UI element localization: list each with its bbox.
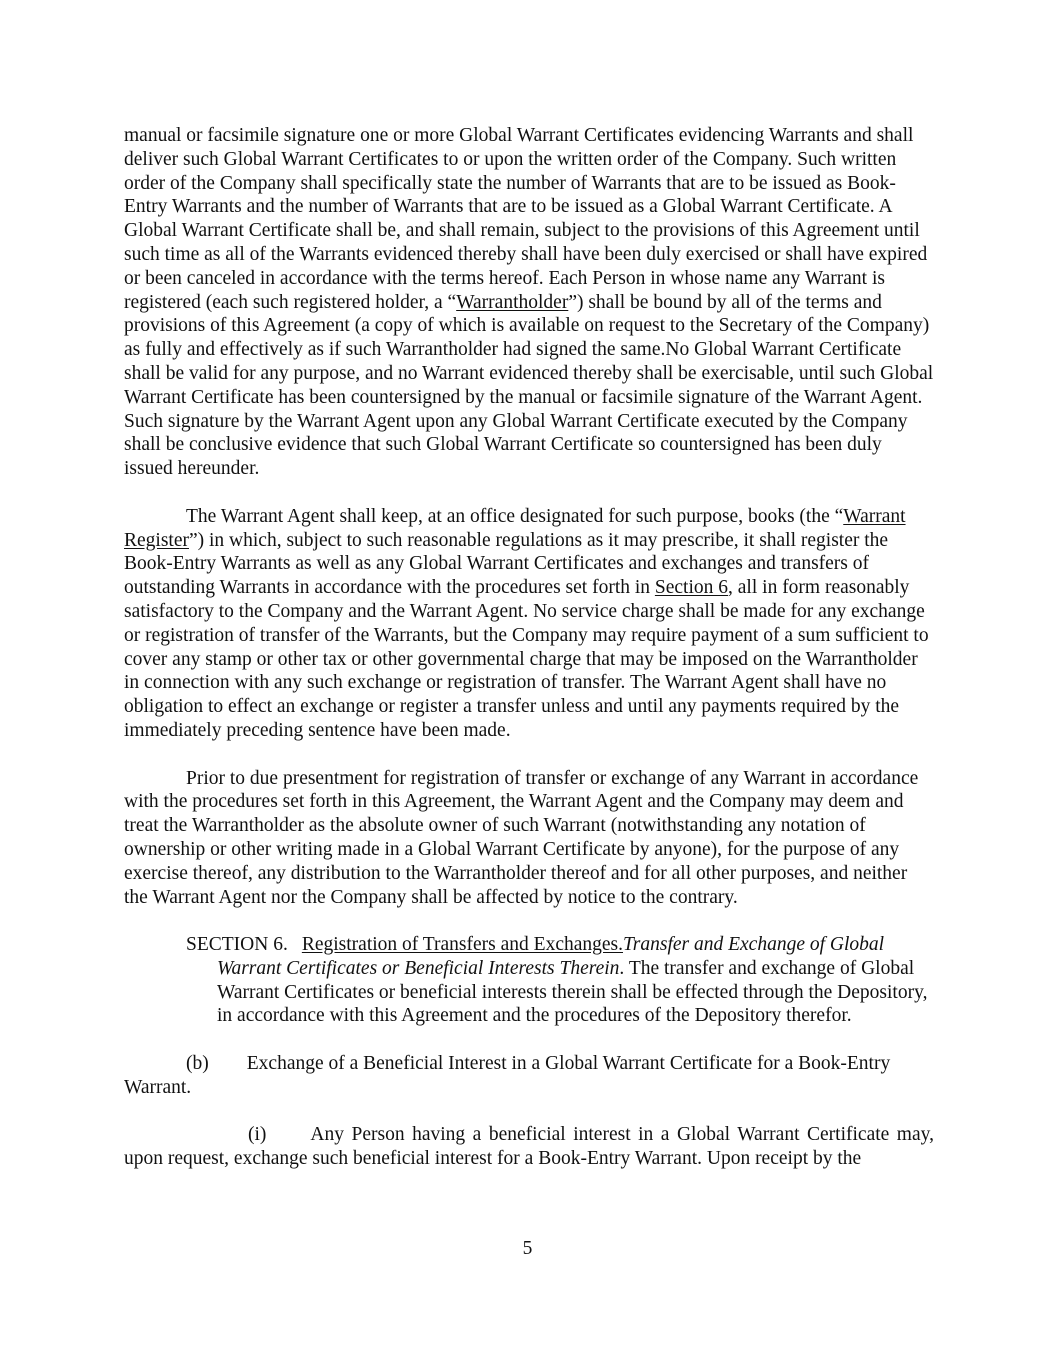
- section-title: Registration of Transfers and Exchanges.: [301, 934, 623, 956]
- paragraph-text: ”) shall be bound by all of the terms and provisions of this Agreement (a copy of which is available on request to the Secretary of the Company) as fully and effectively as if such Warrantholder had signed the same.No Global Warrant Certificate shall be valid for any purpose, and no Warrant evidenced thereby shall be exercisable, until such Global Warrant Certificate has been countersigned by the manual or facsimile signature of the Warrant Agent. Such signature by the Warrant Agent upon any Global Warrant Certificate executed by the Company shall be conclusive evidence that such Global Warrant Certificate so countersigned has been duly issued hereunder.: [124, 291, 934, 480]
- warrant-register-paragraph: [124, 505, 934, 743]
- section-number: SECTION 6.: [186, 934, 288, 956]
- paragraph-text: , all in form reasonably satisfactory to the Company and the Warrant Agent. No service charge shall be made for any exchange or registration of transfer of the Warrants, but the Company may require payment of a sum sufficient to cover any stamp or other tax or other governmental charge that may be imposed on the Warrantholder in connection with any such exchange or registration of transfer. The Warrant Agent shall have no obligation to effect an exchange or register a transfer unless and until any payments required by the immediately preceding sentence have been made.: [124, 577, 929, 741]
- paragraph-text: ”) in which, subject to such reasonable regulations as it may prescribe, it shall register the Book-Entry Warrants as well as any Global Warrant Certificates and exchanges and transfers of outstanding Warrants in accordance with the procedures set forth in: [124, 529, 889, 599]
- section-body: . The transfer and exchange of Global Warrant Certificates or beneficial interests therein shall be effected through the Depository, in accordance with this Agreement and the procedures of the Depository therefor.: [217, 957, 928, 1027]
- section-subheading: Transfer and Exchange of Global Warrant Certificates or Beneficial Interests Therein: [217, 934, 885, 979]
- subsection-b-text: Exchange of a Beneficial Interest in a Global Warrant Certificate for a Book-Entry Warrant.: [124, 1053, 891, 1098]
- subsection-b: [124, 1052, 934, 1100]
- paragraph-text: The Warrant Agent shall keep, at an office designated for such purpose, books (the “: [186, 505, 844, 527]
- subsection-i-label: (i): [248, 1124, 267, 1146]
- subsection-i: [124, 1123, 934, 1171]
- section-6-reference: Section 6: [654, 577, 729, 599]
- section-6-heading: [186, 933, 934, 1028]
- subsection-i-text: Any Person having a beneficial interest in a Global Warrant Certificate may, upon request, exchange such beneficial interest for a Book-Entry Warrant. Upon receipt by the: [124, 1124, 934, 1170]
- document-page: [124, 124, 934, 1195]
- page-number: 5: [522, 1238, 533, 1259]
- defined-term-warrant-register: Warrant Register: [124, 505, 906, 551]
- subsection-b-label: (b): [186, 1053, 209, 1075]
- presentment-paragraph: Prior to due presentment for registration of transfer or exchange of any Warrant in accordance with the procedures set forth in this Agreement, the Warrant Agent and the Company may deem and treat the Warrantholder as the absolute owner of such Warrant (notwithstanding any notation of ownership or other writing made in a Global Warrant Certificate by anyone), for the purpose of any exercise thereof, any distribution to the Warrantholder thereof and for all other purposes, and neither the Warrant Agent nor the Company shall be affected by notice to the contrary.: [124, 767, 919, 908]
- paragraph-text: manual or facsimile signature one or more Global Warrant Certificates evidencing Warrants and shall deliver such Global Warrant Certificates to or upon the written order of the Company. Such written order of the Company shall specifically state the number of Warrants that are to be issued as Book-Entry Warrants and the number of Warrants that are to be issued as a Global Warrant Certificate. A Global Warrant Certificate shall be, and shall remain, subject to the provisions of this Agreement until such time as all of the Warrants evidenced thereby shall have been duly exercised or shall have expired or been canceled in accordance with the terms hereof. Each Person in whose name any Warrant is registered (each such registered holder, a “: [124, 125, 928, 313]
- defined-term-warrantholder: Warrantholder: [456, 291, 569, 313]
- continuation-paragraph: [124, 124, 934, 481]
